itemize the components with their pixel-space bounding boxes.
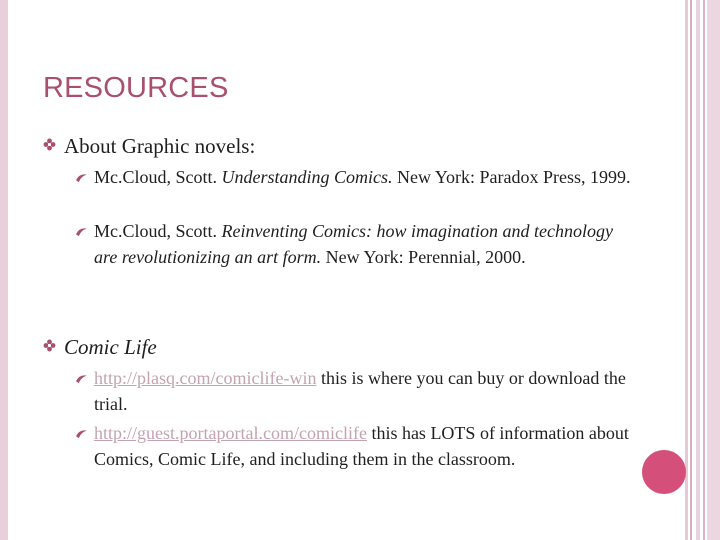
swoosh-bullet-icon <box>75 373 88 384</box>
reference-author: Mc.Cloud, Scott. <box>94 167 222 187</box>
reference-title: Reinventing Comics: how imagination and technology are revolutionizing an art form. <box>94 221 613 267</box>
comiclife-download-link[interactable]: http://plasq.com/comiclife-win <box>94 368 317 388</box>
link-description: this has LOTS of information about Comics, Comic Life, and including them in the classroom. <box>94 423 629 469</box>
list-item-link <box>75 365 635 417</box>
reference-text <box>94 218 635 270</box>
right-stripe <box>696 0 700 540</box>
list-item-reference <box>75 164 635 190</box>
list-item-link <box>75 420 635 472</box>
swoosh-bullet-icon <box>75 172 88 183</box>
slide-title: RESOURCES <box>43 72 229 104</box>
reference-publisher: New York: Perennial, 2000. <box>321 247 526 267</box>
list-item-reference <box>75 218 635 270</box>
swoosh-bullet-icon <box>75 226 88 237</box>
portaportal-link[interactable]: http://guest.portaportal.com/comiclife <box>94 423 367 443</box>
reference-title: Understanding Comics. <box>221 167 393 187</box>
flower-bullet-icon <box>43 138 56 151</box>
flower-bullet-icon <box>43 339 56 352</box>
link-description: this is where you can buy or download the trial. <box>94 368 626 414</box>
decorative-circle <box>642 450 686 494</box>
swoosh-bullet-icon <box>75 428 88 439</box>
reference-author: Mc.Cloud, Scott. <box>94 221 222 241</box>
section-heading-text: Comic Life <box>64 335 157 359</box>
right-stripe <box>703 0 705 540</box>
right-stripe <box>690 0 692 540</box>
left-border <box>0 0 8 540</box>
right-stripe <box>685 0 688 540</box>
section-heading-text: About Graphic novels: <box>64 134 256 158</box>
reference-text <box>94 164 635 190</box>
link-item-text <box>94 365 635 417</box>
right-stripe <box>707 0 720 540</box>
link-item-text <box>94 420 635 472</box>
reference-publisher: New York: Paradox Press, 1999. <box>392 167 631 187</box>
